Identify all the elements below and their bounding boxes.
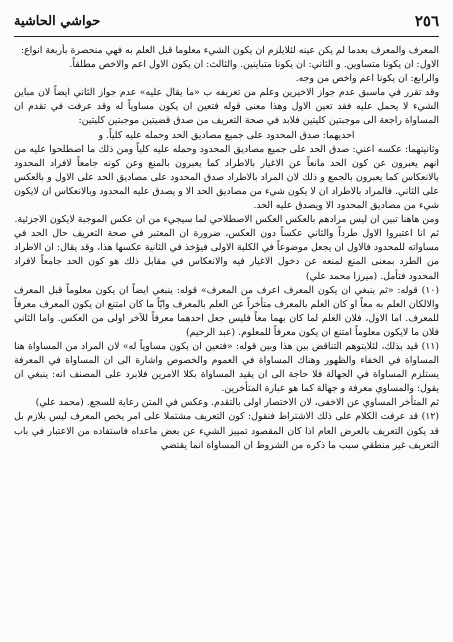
paragraph: ثم المتأخر المساوي عن الاخفى، لان الاختصار اولى بالتقدم. وعكس في المتن رعاية للسجع. (محمد علي) [35,397,439,409]
paragraph: ومن هاهنا تبين ان ليس مرادهم بالعكس العكس الاصطلاحي لما سيجيء من ان عكس الموجبة لايكون الاجزئية. [14,214,439,226]
paragraph: المعرف والمعرف بعدما لم يكن عينه لئلايلزم ان يكون الشيء معلوما قبل العلم به فهي منحصرة بأربعة انواع: [20,45,439,56]
paragraph: وثانيتهما: عكسه اعني: صدق الحد على جميع مصاديق المحدود وحمله عليه كلياً ومن ذلك ما اصطلحوا عليه من انهم يعبرون عن كون الحد مانعاً عن الاغيار بالاطراد كما يعبرون بالمنع وعن كونه جامعاً لافراد المحدود بالانعكاس كما يعبرون بالجمع و ذلك لان المراد بالاطراد صدق المحدود على مصاديق الحد على الاول و بالعكس على الثاني. فالمراد بالاطراد ان لا يكون شيء من مصاديق الحد الا و يصدق عليه المحدود وبالانعكاس ان لايكون شيء من مصاديق المحدود الا ويصدق عليه الحد. [14,143,439,212]
paragraph: وقد تقرر في ماسبق عدم جواز الاخيرين وعلم من تعريفه ب «ما يقال عليه» عدم جواز الثاني ايضاً لان مباين الشيء لا يحمل عليه فقد تعين الاول وهذا معنى قوله فتعين ان يكون مساوياً له وقد عرفت في تقدم ان المساواة راجعة الى موجبتين كليتين فلابد في صحة التعريف من صدق قضيتين موجبتين كليتين: [14,87,439,127]
page-body [14,44,439,638]
paragraph: (١٢) قد عرفت الكلام على ذلك الاشتراط فنقول: كون التعريف مشتملا على امر يخص المعرف ليس بلازم بل قد يكون التعريف بالعرض العام اذا كان المقصود تمييز الشيء عن بعض ماعداه فاستفاده من الاعتبار في باب التعريف غير منطقي سبب ما ذكره من الشروط ان المساواة انما يقتضي [14,411,439,451]
paragraph: احديهما: صدق المحدود على جميع مصاديق الحد وحمله عليه كلياً. و [98,129,355,141]
page-header [14,12,439,38]
paragraph: والرابع: ان يكونا اعم واخص من وجه. [295,73,439,85]
header-rule [14,36,439,37]
running-title: حواشي الحاشية [14,14,101,29]
paragraph: ثم انا اعتبروا الاول طرداً والثاني عكساً دون العكس، ضرورة ان المعتبر في صحة التعريف حال الحد في مساواته للمحدود فالاول ان يجعل موضوعاً في الكلية الاولى فيؤخذ في الثانية عكسها هذا، وقد يقال: ان الاطراد من الطرد بمعنى المنع لمنعه عن دخول الاغيار فيه والانعكاس في مقابل ذلك هو كون الحد جامعاً لافراد المحدود فتأمل. (ميرزا محمد علي) [14,228,439,282]
paragraph: (١١) قيد بذلك، لئلايتوهم التناقض بين هذا وبين قوله: «فتعين ان يكون مساوياً له» لان المراد من المساواة هنا المساواة في الخفاء والظهور وهناك المساواة في العموم والخصوص واشارة الى ان المساواة في المعرفة يستلزم المساواة في الجهالة فلا حاجة الى ان يقيد المساواة بكلا الامرين فلابرد على المصنف انه: ينبغي ان يقول: والمساوي معرفة و جهالة كما هو عبارة المتأخرين. [14,340,439,395]
page-number: ٢٥٦ [414,12,439,30]
paragraph: الاول: ان يكونا متساوين. و الثاني: ان يكونا متباينين. والثالث: ان يكون الاول اعم والاخص مطلقاً. [69,59,439,71]
paragraph: (١٠) قوله: «ثم ينبغي ان يكون المعرف اعرف من المعرف» قوله: ينبغي ايضاً ان يكون معلوماً قبل المعرف والالكان العلم به معاً او كان العلم بالمعرف متأخراً عن العلم بالمعرف وايّاً ما كان امتنع ان يكون المعرف معرفاً للمعرف. اما الاول، فلان العلم لما كان بهما معاً فليس جعل احدهما معرفاً للآخر اولى من العكس. واما الثاني فلان ما لايكون معلوماً امتنع ان يكون معرفاً للمعلوم. (عبد الرحيم) [14,284,439,338]
